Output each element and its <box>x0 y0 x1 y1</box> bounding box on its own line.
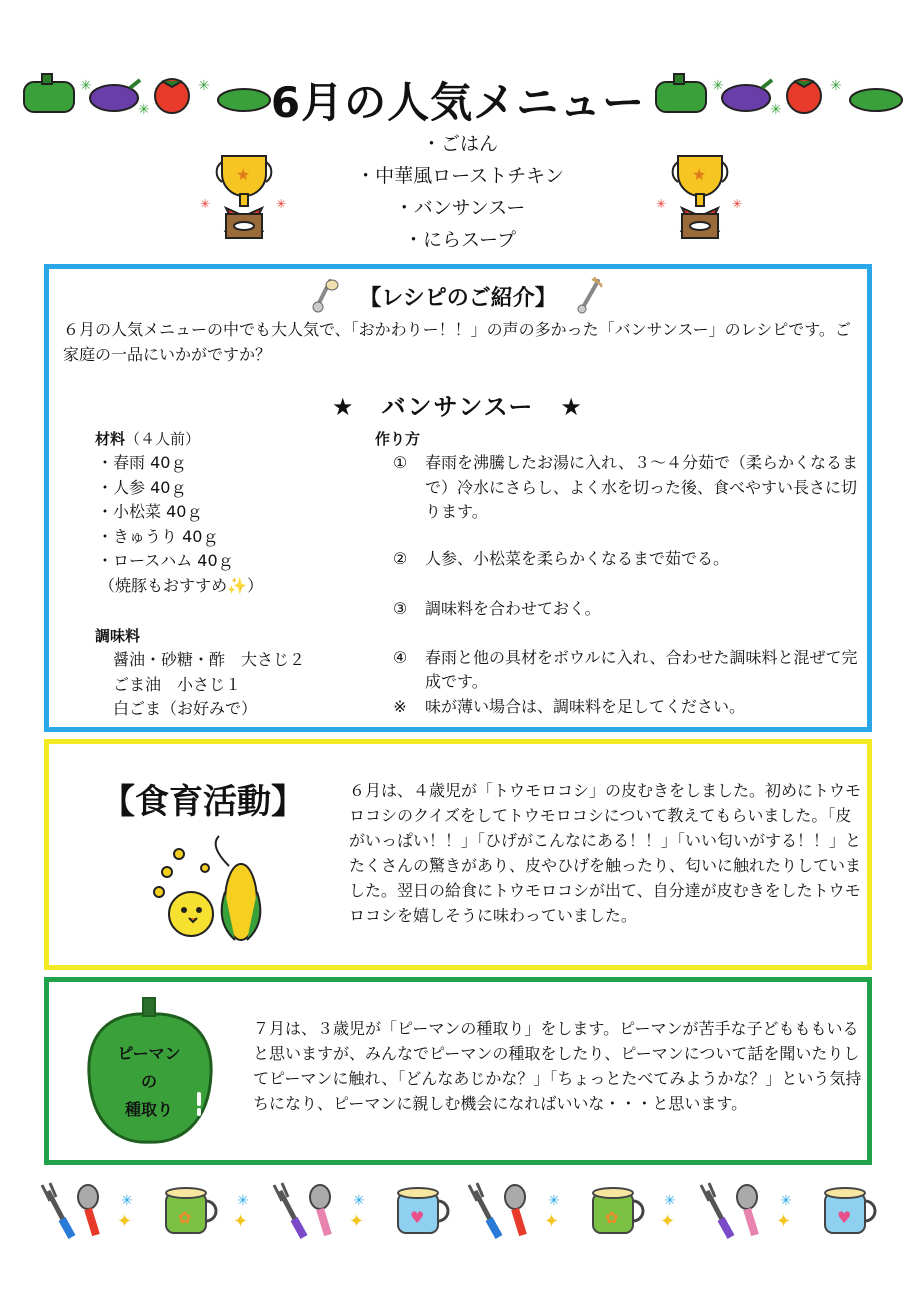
vegetable-decoration-right <box>654 68 904 118</box>
step-number: ④ <box>392 647 408 667</box>
seasoning-item: ごま油 小さじ１ <box>113 674 242 694</box>
seasoning-item: 醤油・砂糖・酢 大さじ２ <box>113 650 306 669</box>
menu-item: ・にらスープ <box>403 229 517 251</box>
trophy-icon <box>196 148 292 244</box>
svg-text:✳: ✳ <box>656 197 667 211</box>
svg-text:✳: ✳ <box>780 1193 792 1209</box>
svg-text:✳: ✳ <box>237 1193 249 1209</box>
fork-icon <box>574 277 606 315</box>
svg-text:✦: ✦ <box>660 1211 676 1231</box>
ingredient-note: （焼豚もおすすめ✨） <box>99 575 264 595</box>
food-education-section <box>44 739 872 970</box>
seasoning-group <box>95 624 355 722</box>
vegetables-icon <box>22 68 272 118</box>
sparkle-icon <box>660 1191 688 1231</box>
svg-text:✳: ✳ <box>712 78 724 94</box>
ingredients-column <box>95 427 355 722</box>
sparkle-icon <box>349 1191 377 1231</box>
ingredients-heading-label: 材料 <box>95 430 126 448</box>
dish-title: ★ バンサンスー ★ <box>332 393 584 421</box>
svg-text:♥: ♥ <box>410 1208 425 1227</box>
menu-item: ・バンサンスー <box>394 197 526 219</box>
pepper-section <box>44 977 872 1165</box>
ingredient-item: ・きゅうり 40ｇ <box>97 526 219 546</box>
trophy-icon <box>652 148 748 244</box>
recipe-section <box>44 264 872 732</box>
ingredient-item: ・小松菜 40ｇ <box>97 502 203 521</box>
step-number: ② <box>392 548 408 568</box>
fork-spoon-icon <box>697 1181 767 1241</box>
svg-text:✳: ✳ <box>80 78 92 94</box>
svg-text:✿: ✿ <box>605 1208 619 1227</box>
recipe-heading-text: 【レシピのご紹介】 <box>359 285 557 311</box>
svg-text:✳: ✳ <box>200 197 211 211</box>
fork-spoon-icon <box>270 1181 340 1241</box>
svg-text:✳: ✳ <box>548 1193 560 1209</box>
spoon-icon <box>310 277 342 315</box>
fork-spoon-icon <box>465 1181 535 1241</box>
servings-label: （４人前） <box>125 430 201 448</box>
popular-menu-list <box>300 128 620 256</box>
seasoning-heading: 調味料 <box>95 627 141 645</box>
svg-text:★: ★ <box>236 165 251 184</box>
sparkle-icon <box>117 1191 145 1231</box>
svg-text:✳: ✳ <box>121 1193 133 1209</box>
menu-item: ・中華風ローストチキン <box>356 165 564 187</box>
note-mark: ※ <box>393 696 407 716</box>
chick-corn-icon <box>149 832 279 944</box>
pepper-label-line: 種取り <box>124 1100 173 1119</box>
svg-text:✦: ✦ <box>233 1211 249 1231</box>
step-note <box>375 695 865 720</box>
fork-spoon-icon <box>38 1181 108 1241</box>
step-text: 人参、小松菜を柔らかくなるまで茹でる。 <box>425 548 730 568</box>
step-item <box>375 547 865 572</box>
pepper-text: ７月は、３歳児が「ピーマンの種取り」をします。ピーマンが苦手な子どもももいると思いますが、みんなでピーマンの種取をしたり、ピーマンについて話を聞いたりしてピーマンに触れ、「どんなあじかな？」「ちょっとたべてみようかな？」という気持ちになり、ピーマンに親しむ機会になればいいな・・・と思います。 <box>253 1019 862 1113</box>
svg-text:✦: ✦ <box>117 1211 133 1231</box>
sparkle-icon <box>544 1191 572 1231</box>
cup-icon <box>386 1181 456 1241</box>
svg-text:✦: ✦ <box>544 1211 560 1231</box>
recipe-intro: ６月の人気メニューの中でも大人気で、「おかわりー！！」の声の多かった「バンサンスー」のレシピです。ご家庭の一品にいかがですか？ <box>63 320 851 364</box>
note-text: 味が薄い場合は、調味料を足してください。 <box>425 696 746 716</box>
step-item <box>375 451 865 525</box>
svg-text:✳: ✳ <box>138 102 150 118</box>
pepper-label-line: の <box>140 1072 157 1091</box>
steps-column <box>375 427 865 719</box>
ingredients-heading <box>95 427 355 451</box>
svg-text:♥: ♥ <box>837 1208 852 1227</box>
recipe-heading <box>49 277 867 315</box>
svg-text:✳: ✳ <box>732 197 743 211</box>
cup-icon <box>154 1181 224 1241</box>
svg-text:✿: ✿ <box>178 1208 192 1227</box>
svg-text:✳: ✳ <box>664 1193 676 1209</box>
step-text: 調味料を合わせておく。 <box>425 599 601 618</box>
header <box>0 60 917 130</box>
svg-text:✦: ✦ <box>776 1211 792 1231</box>
tableware-decoration-footer <box>38 1176 883 1246</box>
svg-text:★: ★ <box>692 165 707 184</box>
seasoning-item: 白ごま（お好みで） <box>113 699 258 718</box>
menu-item: ・ごはん <box>421 133 498 155</box>
pepper-label <box>79 1040 219 1124</box>
sparkle-icon <box>233 1191 261 1231</box>
step-item <box>375 646 865 695</box>
svg-text:✦: ✦ <box>349 1211 365 1231</box>
cup-icon <box>581 1181 651 1241</box>
step-number: ③ <box>392 599 408 618</box>
svg-text:✳: ✳ <box>830 78 842 94</box>
ingredient-item: ・春雨 40ｇ <box>97 453 187 472</box>
ingredient-item: ・人参 40ｇ <box>97 477 187 497</box>
steps-heading: 作り方 <box>375 430 421 448</box>
step-number: ① <box>392 453 408 472</box>
sparkle-icon <box>776 1191 804 1231</box>
step-item <box>375 597 865 622</box>
vegetables-icon <box>654 68 904 118</box>
svg-text:✳: ✳ <box>353 1193 365 1209</box>
vegetable-decoration-left <box>22 68 272 118</box>
cup-icon <box>813 1181 883 1241</box>
activity-text: ６月は、４歳児が「トウモロコシ」の皮むきをしました。初めにトウモロコシのクイズをしてトウモロコシについて教えてもらいました。「皮がいっぱい！！」「ひげがこんなにある！！」「いい匂いがする！！」とたくさんの驚きがあり、皮やひげを触ったり、匂いに触れたりしていました。翌日の給食にトウモロコシが出て、自分達が皮むきをしたトウモロコシを嬉しそうに味わっていました。 <box>349 781 862 925</box>
page-title: 6月の人気メニュー <box>270 78 646 127</box>
svg-text:✳: ✳ <box>276 197 287 211</box>
svg-text:✳: ✳ <box>198 78 210 94</box>
pepper-label-line: ピーマン <box>117 1044 181 1063</box>
ingredient-item: ・ロースハム 40ｇ <box>97 551 234 570</box>
step-text: 春雨を沸騰したお湯に入れ、３〜４分茹で（柔らかくなるまで）冷水にさらし、よく水を切った後、食べやすい長さに切ります。 <box>425 453 858 521</box>
svg-text:✳: ✳ <box>770 102 782 118</box>
step-text: 春雨と他の具材をボウルに入れ、合わせた調味料と混ぜて完成です。 <box>425 647 858 691</box>
activity-title: 【食育活動】 <box>101 782 305 822</box>
